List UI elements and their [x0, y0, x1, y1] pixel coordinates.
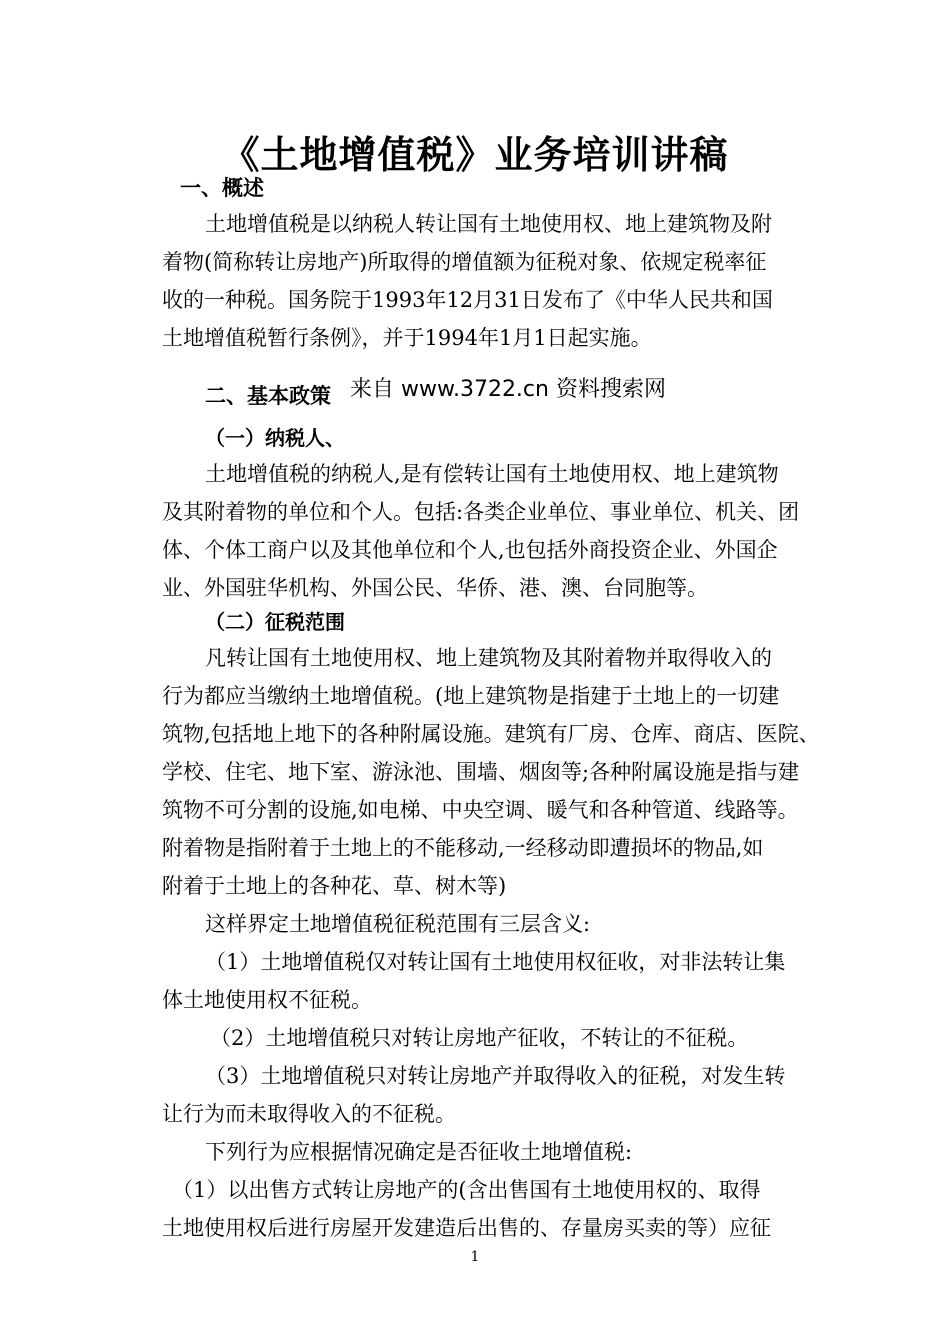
paragraph-line: 土地增值税暂行条例》，并于1994年1月1日起实施。	[162, 326, 652, 350]
paragraph-line: 这样界定土地增值税征税范围有三层含义:	[205, 912, 591, 936]
section-heading-basic-policy: 二、基本政策	[205, 384, 331, 408]
paragraph-line: 土地增值税的纳税人,是有偿转让国有土地使用权、地上建筑物	[205, 462, 779, 486]
paragraph-line: 下列行为应根据情况确定是否征收土地增值税:	[205, 1140, 633, 1164]
paragraph-line: 让行为而未取得收入的不征税。	[162, 1102, 456, 1126]
watermark-text: 来自 www.3722.cn 资料搜索网	[350, 377, 666, 402]
paragraph-line: 体、个体工商户以及其他单位和个人,也包括外商投资企业、外国企	[162, 538, 778, 562]
paragraph-line: 及其附着物的单位和个人。包括:各类企业单位、事业单位、机关、团	[162, 500, 800, 524]
section-heading-overview: 一、概述	[180, 176, 264, 200]
document-title: 《土地增值税》业务培训讲稿	[221, 133, 729, 177]
paragraph-line: 体土地使用权不征税。	[162, 988, 372, 1012]
paragraph-line: 着物(简称转让房地产)所取得的增值额为征税对象、依规定税率征	[162, 250, 767, 274]
paragraph-line: 筑物,包括地上地下的各种附属设施。建筑有厂房、仓库、商店、医院、	[162, 722, 820, 746]
paragraph-line: 附着物是指附着于土地上的不能移动,一经移动即遭损坏的物品,如	[162, 836, 764, 860]
paragraph-line: 筑物不可分割的设施,如电梯、中央空调、暖气和各种管道、线路等。	[162, 798, 799, 822]
paragraph-line: （3）土地增值税只对转让房地产并取得收入的征税，对发生转	[205, 1064, 786, 1088]
paragraph-line: 学校、住宅、地下室、游泳池、围墙、烟囱等;各种附属设施是指与建	[162, 760, 800, 784]
subsection-heading-scope: （二）征税范围	[205, 610, 345, 634]
paragraph-line: （1）以出售方式转让房地产的(含出售国有土地使用权的、取得	[172, 1178, 761, 1202]
paragraph-line: （2）土地增值税只对转让房地产征收，不转让的不征税。	[210, 1026, 749, 1050]
paragraph-line: 凡转让国有土地使用权、地上建筑物及其附着物并取得收入的	[205, 646, 772, 670]
subsection-heading-taxpayer: （一）纳税人、	[205, 426, 345, 450]
paragraph-line: 业、外国驻华机构、外国公民、华侨、港、澳、台同胞等。	[162, 576, 708, 600]
paragraph-line: 行为都应当缴纳土地增值税。(地上建筑物是指建于土地上的一切建	[162, 684, 780, 708]
paragraph-line: 土地增值税是以纳税人转让国有土地使用权、地上建筑物及附	[205, 212, 772, 236]
paragraph-line: 附着于土地上的各种花、草、树木等)	[162, 874, 507, 898]
paragraph-line: 土地使用权后进行房屋开发建造后出售的、存量房买卖的等）应征	[162, 1216, 771, 1240]
paragraph-line: （1）土地增值税仅对转让国有土地使用权征收，对非法转让集	[205, 950, 786, 974]
paragraph-line: 收的一种税。国务院于1993年12月31日发布了《中华人民共和国	[162, 288, 773, 312]
page-number: 1	[470, 1249, 480, 1265]
